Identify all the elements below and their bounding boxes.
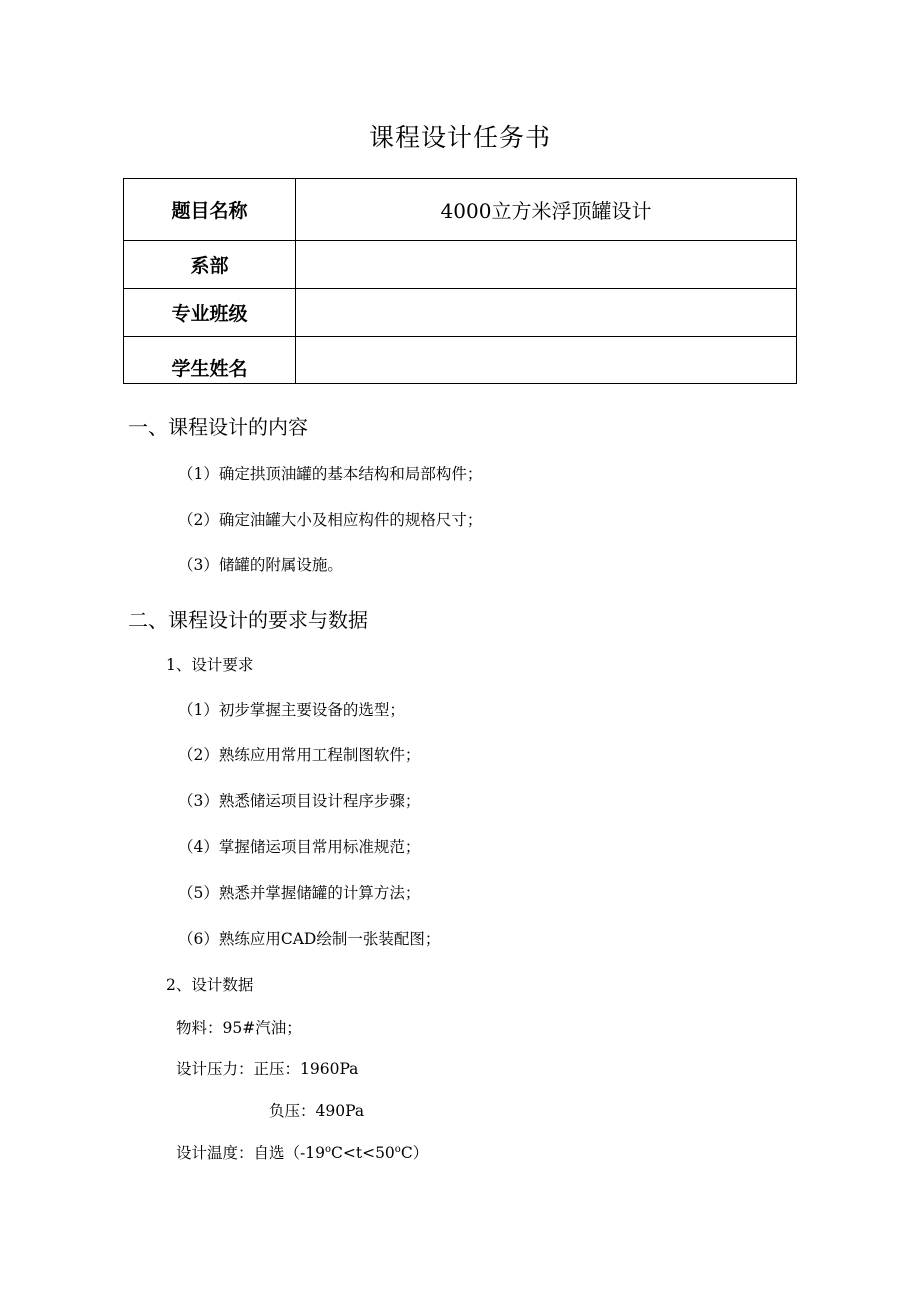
- degree-mark: o: [324, 1143, 331, 1155]
- pressure-positive-line: 设计压力：正压：1960Pa: [176, 1060, 359, 1078]
- list-item: （3）储罐的附属设施。: [178, 556, 343, 574]
- document-title: 课程设计任务书: [368, 123, 551, 152]
- section1-heading: 一、课程设计的内容: [128, 415, 308, 439]
- table-row: [124, 241, 797, 289]
- info-table: [123, 178, 797, 384]
- material-line: 物料：95#汽油；: [176, 1019, 302, 1037]
- list-item: （4）掌握储运项目常用标准规范；: [178, 838, 421, 856]
- class-value: [296, 289, 797, 337]
- subsection1-heading: 1、设计要求: [166, 656, 254, 674]
- table-row: [124, 179, 797, 241]
- temperature-suffix: C）: [400, 1144, 429, 1162]
- table-row: [124, 289, 797, 337]
- department-value: [296, 241, 797, 289]
- list-item: （2）确定油罐大小及相应构件的规格尺寸；: [178, 511, 483, 529]
- temperature-prefix: 设计温度：自选（-19: [176, 1144, 325, 1162]
- list-item: （6）熟练应用CAD绘制一张装配图；: [178, 930, 441, 948]
- topic-value: 4000立方米浮顶罐设计: [296, 179, 797, 241]
- list-item: （3）熟悉储运项目设计程序步骤；: [178, 792, 421, 810]
- topic-label: 题目名称: [124, 179, 296, 241]
- class-label: 专业班级: [124, 289, 296, 337]
- section2-heading: 二、课程设计的要求与数据: [128, 608, 368, 632]
- table-row: [124, 337, 797, 384]
- pressure-negative-line: 负压：490Pa: [269, 1102, 365, 1120]
- list-item: （2）熟练应用常用工程制图软件；: [178, 746, 421, 764]
- subsection2-heading: 2、设计数据: [166, 976, 254, 994]
- student-name-value: [296, 337, 797, 384]
- degree-mark: o: [394, 1143, 401, 1155]
- list-item: （1）确定拱顶油罐的基本结构和局部构件；: [178, 465, 483, 483]
- list-item: （5）熟悉并掌握储罐的计算方法；: [178, 884, 421, 902]
- student-name-label: 学生姓名: [124, 337, 296, 384]
- temperature-line: [176, 1141, 428, 1163]
- list-item: （1）初步掌握主要设备的选型；: [178, 701, 405, 719]
- department-label: 系部: [124, 241, 296, 289]
- temperature-middle: C<t<50: [331, 1144, 395, 1162]
